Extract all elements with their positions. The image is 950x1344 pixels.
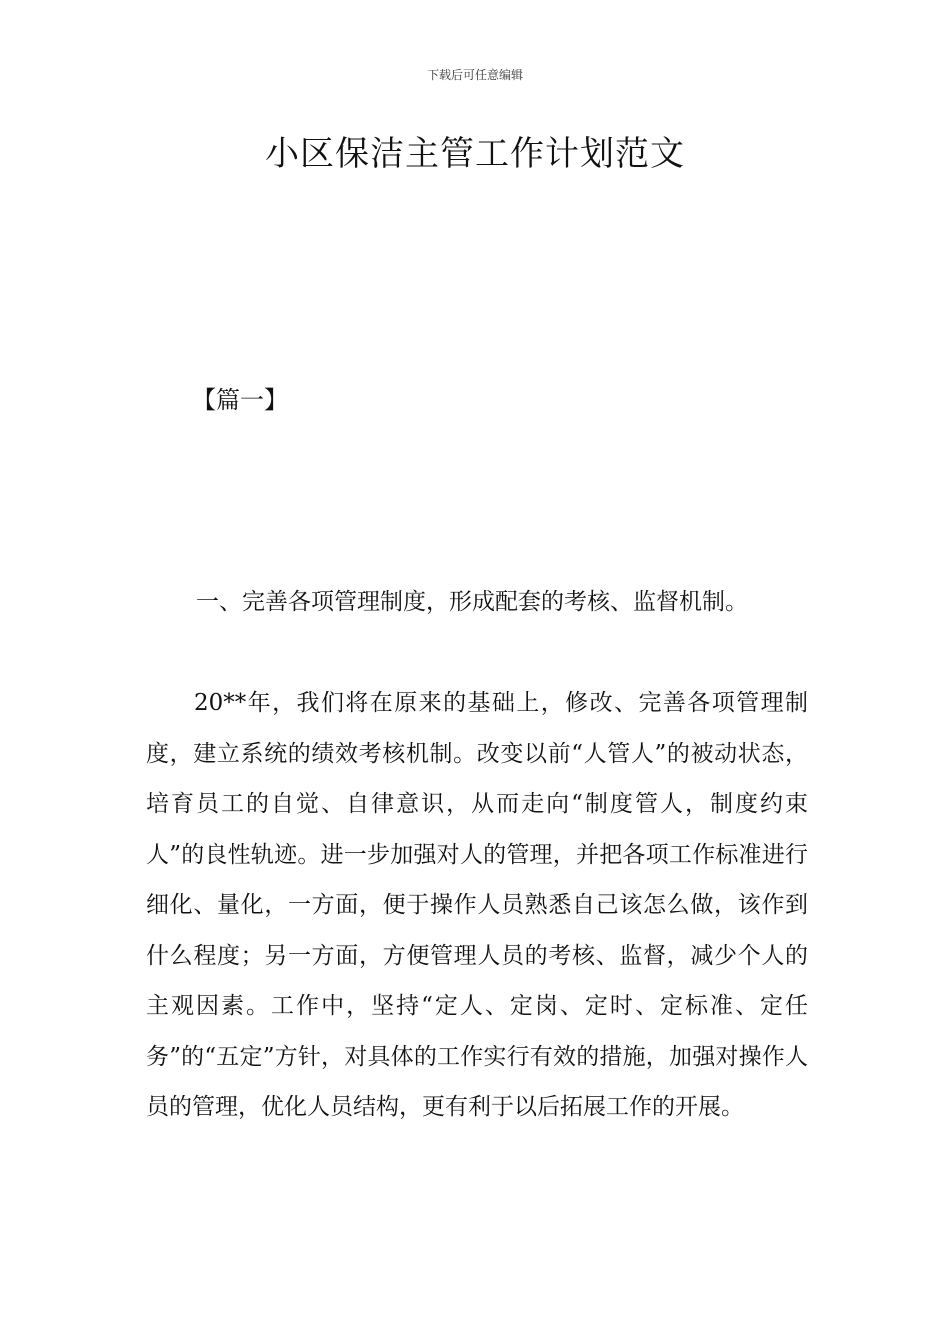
document-title: 小区保洁主管工作计划范文 [265, 134, 685, 174]
body-paragraph: 20**年，我们将在原来的基础上，修改、完善各项管理制度，建立系统的绩效考核机制。改变以前“人管人”的被动状态，培育员工的自觉、自律意识，从而走向“制度管人，制度约束人”的良性轨迹。进一步加强对人的管理，并把各项工作标准进行细化、量化，一方面，便于操作人员熟悉自己该怎么做，该作到什么程度；另一方面，方便管理人员的考核、监督，减少个人的主观因素。工作中，坚持“定人、定岗、定时、定标准、定任务”的“五定”方针，对具体的工作实行有效的措施，加强对操作人员的管理，优化人员结构，更有利于以后拓展工作的开展。 [146, 690, 808, 1120]
section-label: 【篇一】 [192, 386, 288, 414]
section-subheading: 一、完善各项管理制度，形成配套的考核、监督机制。 [196, 589, 748, 615]
header-note: 下载后可任意编辑 [426, 68, 523, 82]
